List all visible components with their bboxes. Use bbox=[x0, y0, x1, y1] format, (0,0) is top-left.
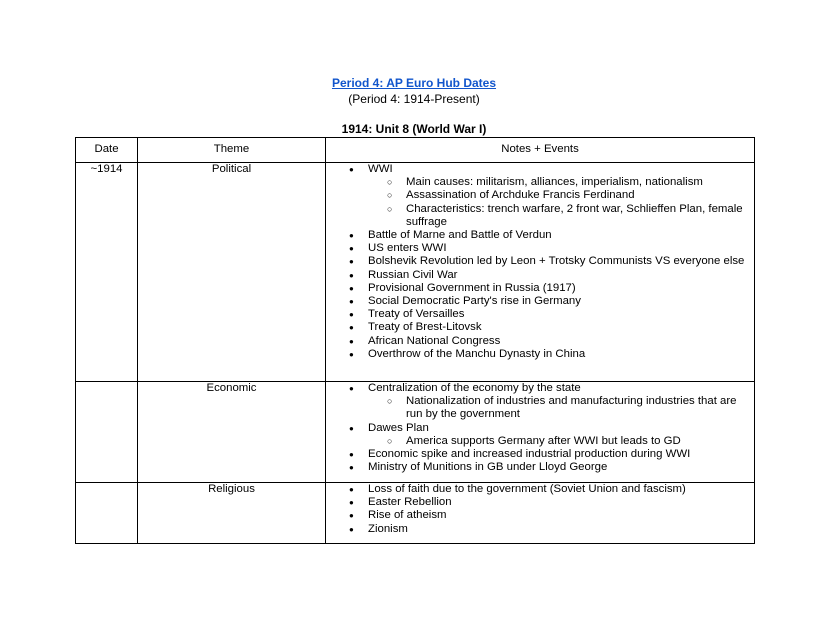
column-header-date: Date bbox=[76, 138, 138, 163]
notes-list bbox=[326, 382, 754, 474]
list-item: ● Battle of Marne and Battle of Verdun bbox=[326, 229, 754, 242]
list-item: ● Ministry of Munitions in GB under Lloyd George bbox=[326, 461, 754, 474]
notes-cell bbox=[326, 483, 755, 544]
list-item: ● Easter Rebellion bbox=[326, 496, 754, 509]
date-cell bbox=[76, 483, 138, 544]
list-item: ● Bolshevik Revolution led by Leon + Trotsky Communists VS everyone else bbox=[326, 255, 754, 268]
table-row bbox=[76, 483, 755, 544]
notes-list bbox=[326, 163, 754, 361]
theme-cell: Economic bbox=[138, 382, 326, 483]
list-item: ● Centralization of the economy by the state bbox=[326, 382, 754, 395]
list-item: ● Treaty of Versailles bbox=[326, 308, 754, 321]
page-title-link[interactable]: Period 4: AP Euro Hub Dates bbox=[331, 76, 497, 90]
sub-list-item: ○ Nationalization of industries and manufacturing industries that are run by the government bbox=[326, 395, 754, 421]
column-header-notes: Notes + Events bbox=[326, 138, 755, 163]
list-item: ● Provisional Government in Russia (1917) bbox=[326, 282, 754, 295]
notes-cell bbox=[326, 382, 755, 483]
page-subtitle: (Period 4: 1914-Present) bbox=[348, 92, 480, 106]
list-item: ● Economic spike and increased industrial production during WWI bbox=[326, 448, 754, 461]
list-item: ● Dawes Plan bbox=[326, 422, 754, 435]
list-item: ● WWI bbox=[326, 163, 754, 176]
column-header-theme: Theme bbox=[138, 138, 326, 163]
list-item: ● Treaty of Brest-Litovsk bbox=[326, 321, 754, 334]
hub-dates-table bbox=[75, 137, 755, 544]
sub-list-item: ○ Characteristics: trench warfare, 2 front war, Schlieffen Plan, female suffrage bbox=[326, 203, 754, 229]
theme-cell: Religious bbox=[138, 483, 326, 544]
sub-list-item: ○ America supports Germany after WWI but leads to GD bbox=[326, 435, 754, 448]
unit-heading: 1914: Unit 8 (World War I) bbox=[341, 122, 487, 136]
list-item: ● Rise of atheism bbox=[326, 509, 754, 522]
date-cell: ~1914 bbox=[76, 163, 138, 382]
notes-list bbox=[326, 483, 754, 536]
list-item: ● Social Democratic Party's rise in Germany bbox=[326, 295, 754, 308]
list-item: ● Russian Civil War bbox=[326, 269, 754, 282]
list-item: ● Zionism bbox=[326, 523, 754, 536]
theme-cell: Political bbox=[138, 163, 326, 382]
table-row bbox=[76, 382, 755, 483]
date-cell bbox=[76, 382, 138, 483]
sub-list-item: ○ Assassination of Archduke Francis Ferdinand bbox=[326, 189, 754, 202]
list-item: ● US enters WWI bbox=[326, 242, 754, 255]
table-row bbox=[76, 163, 755, 382]
list-item: ● African National Congress bbox=[326, 335, 754, 348]
notes-cell bbox=[326, 163, 755, 382]
table-header-row bbox=[76, 138, 755, 163]
list-item: ● Overthrow of the Manchu Dynasty in China bbox=[326, 348, 754, 361]
list-item: ● Loss of faith due to the government (Soviet Union and fascism) bbox=[326, 483, 754, 496]
sub-list-item: ○ Main causes: militarism, alliances, imperialism, nationalism bbox=[326, 176, 754, 189]
